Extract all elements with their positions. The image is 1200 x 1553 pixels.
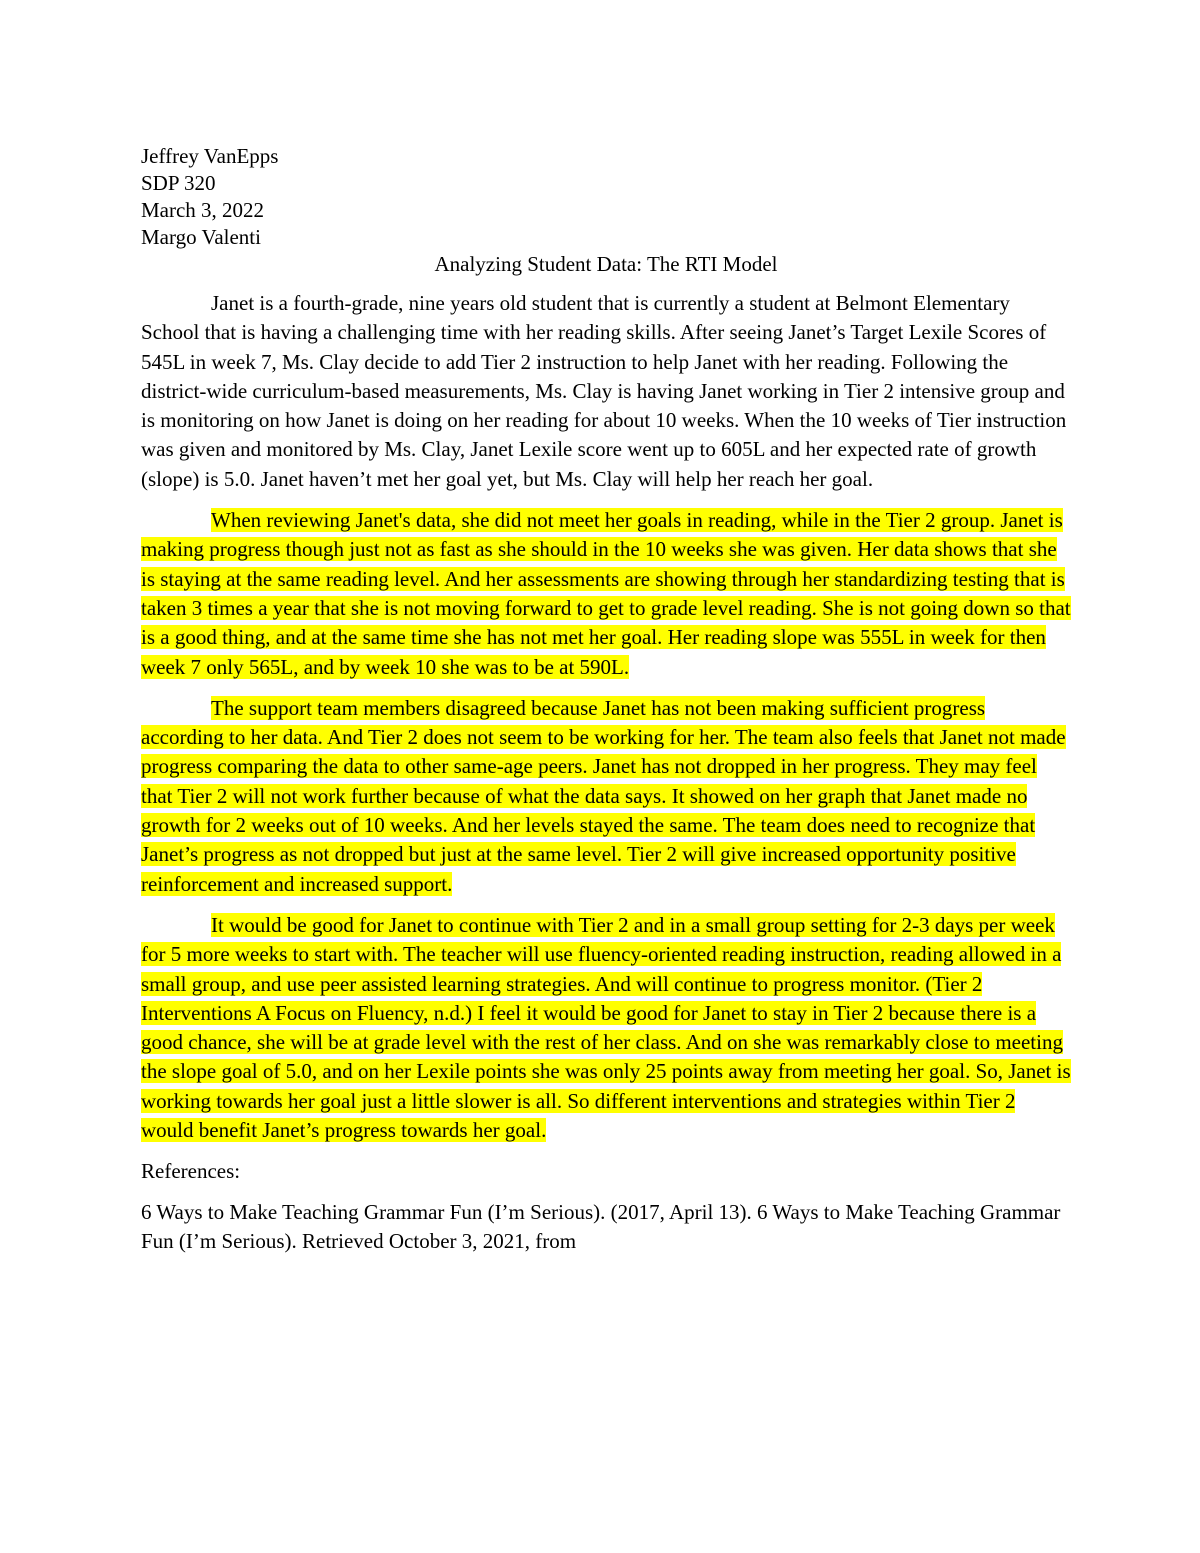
- document-body: [141, 143, 1071, 1256]
- highlighted-paragraph-text: When reviewing Janet's data, she did not meet her goals in reading, while in the Tier 2 group. Janet is making progress though just not as fast as she should in the 10 weeks she was given. Her data shows that she is staying at the same reading level. And her assessments are showing through her standardizing testing that is taken 3 times a year that she is not moving forward to get to grade level reading. She is not going down so that is a good thing, and at the same time she has not met her goal. Her reading slope was 555L in week for then week 7 only 565L, and by week 10 she was to be at 590L.: [141, 508, 1071, 679]
- body-paragraph: [141, 289, 1071, 494]
- course-code: SDP 320: [141, 171, 216, 195]
- body-paragraph: [141, 911, 1071, 1145]
- highlighted-paragraph-text: The support team members disagreed because Janet has not been making sufficient progress according to her data. And Tier 2 does not seem to be working for her. The team also feels that Janet not made progress comparing the data to other same-age peers. Janet has not dropped in her progress. They may feel that Tier 2 will not work further because of what the data says. It showed on her graph that Janet made no growth for 2 weeks out of 10 weeks. And her levels stayed the same. The team does need to recognize that Janet’s progress as not dropped but just at the same level. Tier 2 will give increased opportunity positive reinforcement and increased support.: [141, 695, 1066, 896]
- body-paragraph: [141, 694, 1071, 899]
- highlighted-paragraph-text: It would be good for Janet to continue with Tier 2 and in a small group setting for 2-3 days per week for 5 more weeks to start with. The teacher will use fluency-oriented reading instruction, reading allowed in a small group, and use peer assisted learning strategies. And will continue to progress monitor. (Tier 2 Interventions A Focus on Fluency, n.d.) I feel it would be good for Janet to stay in Tier 2 because there is a good chance, she will be at grade level with the rest of her class. And on she was remarkably close to meeting the slope goal of 5.0, and on her Lexile points she was only 25 points away from meeting her goal. So, Janet is working towards her goal just a little slower is all. So different interventions and strategies within Tier 2 would benefit Janet’s progress towards her goal.: [141, 912, 1071, 1143]
- references-heading: References:: [141, 1159, 241, 1184]
- body-paragraph: [141, 506, 1071, 682]
- paragraph-text: Janet is a fourth-grade, nine years old student that is currently a student at Belmont Elementary School that is having a challenging time with her reading skills. After seeing Janet’s Target Lexile Scores of 545L in week 7, Ms. Clay decide to add Tier 2 instruction to help Janet with her reading. Following the district-wide curriculum-based measurements, Ms. Clay is having Janet working in Tier 2 intensive group and is monitoring on how Janet is doing on her reading for about 10 weeks. When the 10 weeks of Tier instruction was given and monitored by Ms. Clay, Janet Lexile score went up to 605L and her expected rate of growth (slope) is 5.0. Janet haven’t met her goal yet, but Ms. Clay will help her reach her goal.: [141, 291, 1067, 491]
- reference-entry: 6 Ways to Make Teaching Grammar Fun (I’m Serious). (2017, April 13). 6 Ways to Make Teaching Grammar Fun (I’m Serious). Retrieved October 3, 2021, from: [141, 1200, 1061, 1254]
- document-title: Analyzing Student Data: The RTI Model: [434, 252, 778, 276]
- instructor-name: Margo Valenti: [141, 225, 261, 249]
- document-date: March 3, 2022: [141, 198, 265, 222]
- author-name: Jeffrey VanEpps: [141, 144, 279, 168]
